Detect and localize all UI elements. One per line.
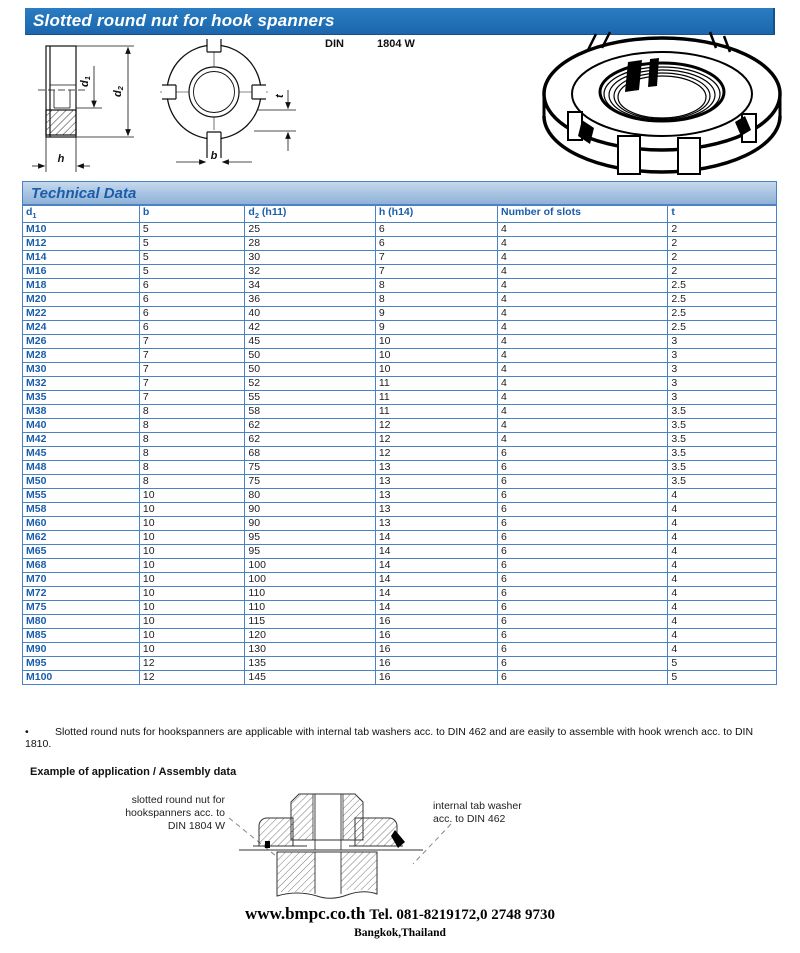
cell-value: 6 (497, 503, 667, 517)
cell-value: 13 (375, 461, 497, 475)
cell-value: 2 (668, 251, 777, 265)
dim-h-label: h (57, 153, 65, 165)
table-row (23, 251, 777, 265)
cell-value: 62 (245, 433, 375, 447)
cell-value: 6 (139, 279, 245, 293)
cell-value: 8 (375, 293, 497, 307)
cell-value: 10 (139, 587, 245, 601)
cell-thread-size: M75 (23, 601, 140, 615)
cell-value: 11 (375, 405, 497, 419)
cell-value: 3.5 (668, 405, 777, 419)
table-row (23, 629, 777, 643)
table-row (23, 321, 777, 335)
cell-thread-size: M40 (23, 419, 140, 433)
cell-value: 6 (497, 447, 667, 461)
cell-value: 42 (245, 321, 375, 335)
cell-value: 4 (668, 559, 777, 573)
cell-thread-size: M42 (23, 433, 140, 447)
cell-value: 8 (139, 447, 245, 461)
cell-value: 6 (139, 293, 245, 307)
cell-value: 4 (668, 587, 777, 601)
cell-value: 3 (668, 391, 777, 405)
cell-value: 14 (375, 601, 497, 615)
table-row (23, 335, 777, 349)
cell-value: 4 (497, 293, 667, 307)
cell-value: 10 (139, 559, 245, 573)
cell-value: 4 (668, 503, 777, 517)
cell-value: 5 (139, 237, 245, 251)
cell-value: 145 (245, 671, 375, 685)
table-row (23, 475, 777, 489)
cell-value: 30 (245, 251, 375, 265)
footer-contact (0, 904, 800, 924)
dim-b-label: b (210, 150, 218, 162)
table-row (23, 615, 777, 629)
table-row (23, 671, 777, 685)
cell-value: 10 (139, 601, 245, 615)
cell-value: 8 (139, 433, 245, 447)
cell-value: 6 (139, 307, 245, 321)
cell-value: 10 (139, 503, 245, 517)
cell-thread-size: M12 (23, 237, 140, 251)
table-row (23, 377, 777, 391)
table-row (23, 391, 777, 405)
cell-value: 7 (139, 391, 245, 405)
label-washer: internal tab washer acc. to DIN 462 (433, 800, 522, 825)
cell-value: 34 (245, 279, 375, 293)
cell-thread-size: M85 (23, 629, 140, 643)
din-designation (325, 38, 415, 50)
cell-value: 14 (375, 573, 497, 587)
cell-value: 10 (139, 517, 245, 531)
cell-value: 2 (668, 237, 777, 251)
technical-data-table (22, 205, 777, 685)
side-view-drawing (30, 40, 150, 180)
cell-value: 62 (245, 419, 375, 433)
cell-value: 11 (375, 391, 497, 405)
cell-thread-size: M18 (23, 279, 140, 293)
cell-value: 4 (668, 643, 777, 657)
cell-value: 10 (375, 363, 497, 377)
cell-value: 5 (668, 657, 777, 671)
cell-value: 12 (375, 447, 497, 461)
cell-value: 6 (497, 643, 667, 657)
cell-value: 12 (139, 671, 245, 685)
assembly-figure (25, 780, 775, 912)
column-header-d2: $d_2$ (h11) (245, 206, 375, 223)
cell-value: 2.5 (668, 307, 777, 321)
cell-value: 50 (245, 363, 375, 377)
cell-value: 5 (668, 671, 777, 685)
cell-thread-size: M55 (23, 489, 140, 503)
cell-value: 58 (245, 405, 375, 419)
cell-value: 8 (375, 279, 497, 293)
cell-value: 4 (668, 601, 777, 615)
cell-value: 6 (497, 475, 667, 489)
cell-value: 4 (497, 265, 667, 279)
cell-value: 12 (375, 433, 497, 447)
column-header-h: h (h14) (375, 206, 497, 223)
cell-value: 4 (497, 377, 667, 391)
cell-value: 4 (668, 615, 777, 629)
cell-value: 3.5 (668, 461, 777, 475)
table-row (23, 531, 777, 545)
website: www.bmpc.co.th (244, 904, 366, 923)
cell-value: 55 (245, 391, 375, 405)
cell-value: 5 (139, 265, 245, 279)
cell-value: 7 (375, 265, 497, 279)
cell-value: 16 (375, 671, 497, 685)
cell-thread-size: M30 (23, 363, 140, 377)
cell-value: 16 (375, 629, 497, 643)
cell-value: 7 (139, 349, 245, 363)
cell-value: 45 (245, 335, 375, 349)
technical-data-header (22, 181, 777, 205)
cell-value: 9 (375, 307, 497, 321)
cell-value: 6 (497, 573, 667, 587)
cell-value: 4 (497, 321, 667, 335)
column-header-t: t (668, 206, 777, 223)
cell-value: 13 (375, 503, 497, 517)
din-label: DIN (325, 38, 344, 50)
cell-thread-size: M60 (23, 517, 140, 531)
cell-value: 95 (245, 531, 375, 545)
cell-value: 110 (245, 587, 375, 601)
cell-value: 12 (139, 657, 245, 671)
technical-data-title: Technical Data (31, 184, 137, 202)
cell-value: 7 (139, 335, 245, 349)
table-row (23, 293, 777, 307)
cell-value: 2.5 (668, 321, 777, 335)
cell-value: 10 (139, 643, 245, 657)
cell-value: 100 (245, 573, 375, 587)
cell-value: 90 (245, 517, 375, 531)
column-header-b: b (139, 206, 245, 223)
table-row (23, 307, 777, 321)
cell-value: 16 (375, 657, 497, 671)
footnote-bullet: • (25, 726, 29, 738)
cell-thread-size: M50 (23, 475, 140, 489)
cell-value: 4 (497, 307, 667, 321)
cell-value: 14 (375, 587, 497, 601)
cell-value: 8 (139, 475, 245, 489)
cell-thread-size: M80 (23, 615, 140, 629)
table-row (23, 517, 777, 531)
cell-value: 16 (375, 615, 497, 629)
cell-value: 4 (497, 335, 667, 349)
cell-value: 2.5 (668, 279, 777, 293)
cell-value: 4 (497, 349, 667, 363)
cell-value: 75 (245, 475, 375, 489)
cell-value: 28 (245, 237, 375, 251)
cell-value: 115 (245, 615, 375, 629)
table-row (23, 489, 777, 503)
cell-value: 10 (139, 573, 245, 587)
cell-value: 2 (668, 223, 777, 237)
table-header-row (23, 206, 777, 223)
cell-value: 4 (668, 573, 777, 587)
cell-value: 3 (668, 335, 777, 349)
cell-thread-size: M58 (23, 503, 140, 517)
cell-value: 4 (668, 629, 777, 643)
cell-value: 32 (245, 265, 375, 279)
cell-value: 6 (497, 657, 667, 671)
table-row (23, 363, 777, 377)
cell-value: 3 (668, 377, 777, 391)
table-row (23, 461, 777, 475)
table-row (23, 223, 777, 237)
cell-value: 7 (139, 363, 245, 377)
cell-value: 3.5 (668, 447, 777, 461)
cell-value: 130 (245, 643, 375, 657)
cell-value: 3 (668, 349, 777, 363)
cell-value: 68 (245, 447, 375, 461)
cell-value: 50 (245, 349, 375, 363)
cell-thread-size: M68 (23, 559, 140, 573)
dim-t-label: t (274, 94, 286, 98)
cell-value: 2.5 (668, 293, 777, 307)
cell-thread-size: M16 (23, 265, 140, 279)
label-nut: slotted round nut for hookspanners acc. to DIN 1804 W (125, 794, 225, 832)
cell-thread-size: M32 (23, 377, 140, 391)
cell-value: 4 (497, 363, 667, 377)
cell-thread-size: M38 (23, 405, 140, 419)
cell-value: 4 (668, 517, 777, 531)
table-row (23, 503, 777, 517)
cell-value: 10 (139, 629, 245, 643)
cell-value: 10 (139, 545, 245, 559)
cell-value: 75 (245, 461, 375, 475)
cell-value: 36 (245, 293, 375, 307)
cell-value: 6 (497, 531, 667, 545)
cell-value: 6 (497, 615, 667, 629)
cell-thread-size: M100 (23, 671, 140, 685)
footnote (25, 726, 775, 750)
cell-thread-size: M70 (23, 573, 140, 587)
table-row (23, 265, 777, 279)
cell-value: 7 (375, 251, 497, 265)
cell-value: 6 (497, 671, 667, 685)
cell-thread-size: M72 (23, 587, 140, 601)
cell-value: 8 (139, 461, 245, 475)
cell-thread-size: M62 (23, 531, 140, 545)
cell-value: 10 (139, 531, 245, 545)
cell-value: 95 (245, 545, 375, 559)
cell-value: 135 (245, 657, 375, 671)
din-value: 1804 W (377, 38, 415, 50)
cell-thread-size: M95 (23, 657, 140, 671)
cell-value: 10 (375, 349, 497, 363)
cell-value: 13 (375, 489, 497, 503)
cell-value: 4 (497, 405, 667, 419)
cell-value: 6 (497, 629, 667, 643)
cell-value: 6 (375, 237, 497, 251)
cell-value: 4 (497, 419, 667, 433)
cell-value: 14 (375, 559, 497, 573)
cell-value: 14 (375, 545, 497, 559)
cell-value: 6 (497, 545, 667, 559)
table-row (23, 237, 777, 251)
cell-value: 80 (245, 489, 375, 503)
cell-value: 6 (497, 601, 667, 615)
cell-value: 2 (668, 265, 777, 279)
dim-d2-label: d2 (112, 86, 125, 97)
cell-value: 13 (375, 475, 497, 489)
phone: Tel. 081-8219172,0 2748 9730 (369, 907, 556, 923)
cell-value: 4 (668, 531, 777, 545)
example-heading: Example of application / Assembly data (30, 766, 237, 778)
column-header-d1: $d_1$ (23, 206, 140, 223)
cell-value: 4 (497, 433, 667, 447)
cell-thread-size: M65 (23, 545, 140, 559)
cell-thread-size: M35 (23, 391, 140, 405)
table-row (23, 433, 777, 447)
cell-thread-size: M20 (23, 293, 140, 307)
cell-value: 6 (497, 587, 667, 601)
table-row (23, 545, 777, 559)
cell-value: 12 (375, 419, 497, 433)
cell-value: 3.5 (668, 419, 777, 433)
cell-value: 4 (497, 223, 667, 237)
cell-value: 100 (245, 559, 375, 573)
dim-d1-label: d1 (79, 76, 92, 87)
cell-value: 4 (668, 545, 777, 559)
nut-3d-illustration (530, 24, 795, 184)
table-row (23, 587, 777, 601)
cell-value: 5 (139, 223, 245, 237)
cell-thread-size: M90 (23, 643, 140, 657)
table-row (23, 405, 777, 419)
cell-value: 10 (375, 335, 497, 349)
cell-value: 9 (375, 321, 497, 335)
table-row (23, 419, 777, 433)
cell-value: 4 (497, 279, 667, 293)
table-row (23, 601, 777, 615)
table-row (23, 349, 777, 363)
cell-thread-size: M48 (23, 461, 140, 475)
page-title: Slotted round nut for hook spanners (33, 11, 335, 30)
cell-value: 10 (139, 615, 245, 629)
table-row (23, 279, 777, 293)
cell-value: 11 (375, 377, 497, 391)
cell-value: 6 (375, 223, 497, 237)
column-header-slots: Number of slots (497, 206, 667, 223)
cell-value: 6 (139, 321, 245, 335)
cell-value: 3.5 (668, 475, 777, 489)
cell-value: 4 (668, 489, 777, 503)
cell-value: 25 (245, 223, 375, 237)
cell-value: 16 (375, 643, 497, 657)
cell-thread-size: M45 (23, 447, 140, 461)
cell-thread-size: M22 (23, 307, 140, 321)
cell-value: 90 (245, 503, 375, 517)
cell-value: 4 (497, 391, 667, 405)
cell-value: 7 (139, 377, 245, 391)
cell-value: 3.5 (668, 433, 777, 447)
cell-value: 8 (139, 419, 245, 433)
table-row (23, 447, 777, 461)
cell-value: 10 (139, 489, 245, 503)
cell-value: 6 (497, 461, 667, 475)
cell-value: 6 (497, 517, 667, 531)
cell-value: 110 (245, 601, 375, 615)
table-row (23, 643, 777, 657)
cell-value: 52 (245, 377, 375, 391)
cell-value: 8 (139, 405, 245, 419)
cell-thread-size: M26 (23, 335, 140, 349)
table-row (23, 559, 777, 573)
footnote-text: Slotted round nuts for hookspanners are applicable with internal tab washers acc. to DIN 462 and are easily to assemble with hook wrench acc. to DIN 1810. (25, 726, 754, 750)
cell-value: 6 (497, 559, 667, 573)
cell-value: 13 (375, 517, 497, 531)
cell-value: 5 (139, 251, 245, 265)
cell-thread-size: M24 (23, 321, 140, 335)
cell-value: 4 (497, 237, 667, 251)
front-view-drawing (154, 34, 304, 184)
table-row (23, 573, 777, 587)
cell-value: 3 (668, 363, 777, 377)
cell-value: 4 (497, 251, 667, 265)
cell-thread-size: M28 (23, 349, 140, 363)
table-row (23, 657, 777, 671)
cell-value: 14 (375, 531, 497, 545)
cell-thread-size: M14 (23, 251, 140, 265)
cell-value: 40 (245, 307, 375, 321)
cell-value: 6 (497, 489, 667, 503)
footer-city: Bangkok,Thailand (354, 927, 446, 939)
cell-thread-size: M10 (23, 223, 140, 237)
cell-value: 120 (245, 629, 375, 643)
